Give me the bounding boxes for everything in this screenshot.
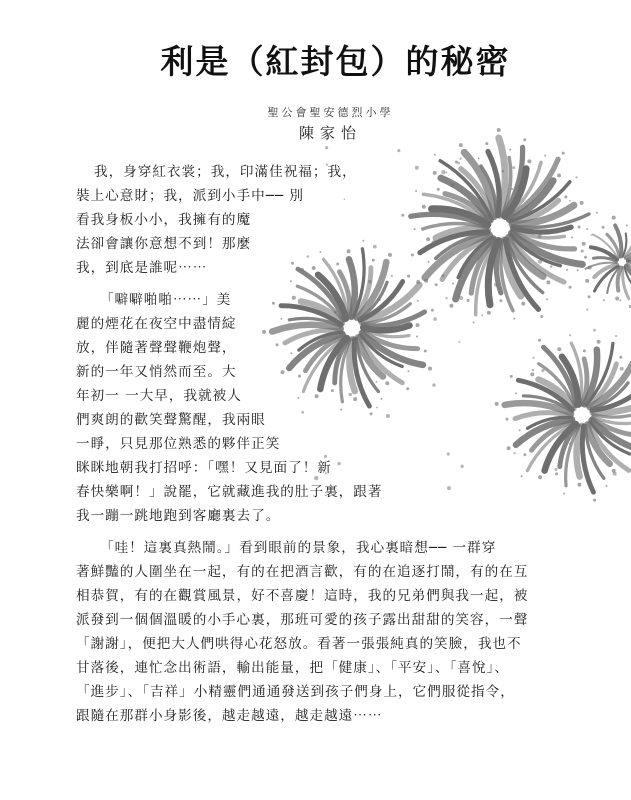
sparkle-dot bbox=[501, 170, 504, 173]
sparkle-dot bbox=[477, 258, 479, 260]
sparkle-dot bbox=[478, 157, 480, 159]
paragraph-2-line: 眯眯地朝我打招呼：「嘿！又見面了！新 bbox=[76, 460, 332, 476]
paragraph-1-line: 看我身板小小，我擁有的魔 bbox=[76, 212, 252, 228]
sparkle-dot bbox=[437, 188, 440, 191]
firework-burst-edge bbox=[577, 216, 631, 308]
sparkle-dot bbox=[588, 295, 591, 298]
sparkle-dot bbox=[336, 263, 339, 266]
sparkle-dot bbox=[417, 300, 419, 302]
sparkle-dot bbox=[507, 446, 511, 450]
paragraph-3-line: 「謝謝」，便把大人們哄得心花怒放。看著一張張純真的笑臉，我也不 bbox=[76, 636, 522, 652]
sparkle-dot bbox=[460, 465, 463, 468]
sparkle-dot bbox=[385, 381, 389, 385]
sparkle-dot bbox=[432, 383, 435, 386]
sparkle-dot bbox=[538, 339, 541, 342]
sparkle-dot bbox=[613, 472, 617, 476]
sparkle-dot bbox=[584, 256, 587, 259]
sparkle-dot bbox=[337, 462, 340, 465]
sparkle-dot bbox=[521, 475, 523, 477]
sparkle-dot bbox=[424, 279, 428, 283]
sparkle-dot bbox=[566, 269, 568, 271]
sparkle-dot bbox=[495, 402, 499, 406]
sparkle-dot bbox=[506, 418, 509, 421]
sparkle-dot bbox=[521, 302, 525, 306]
sparkle-dot bbox=[581, 250, 584, 253]
sparkle-dot bbox=[290, 280, 292, 282]
sparkle-dot bbox=[325, 146, 328, 149]
sparkle-dot bbox=[447, 486, 451, 490]
paragraph-2-line: 新的一年又悄然而至。大 bbox=[76, 364, 237, 380]
sparkle-dot bbox=[376, 407, 378, 409]
sparkle-dot bbox=[580, 201, 584, 205]
sparkle-dot bbox=[620, 367, 624, 371]
sparkle-dot bbox=[541, 369, 544, 372]
sparkle-dot bbox=[353, 397, 357, 401]
sparkle-dot bbox=[586, 308, 588, 310]
paragraph-3-line: 「進步」、「吉祥」小精靈們通通發送到孩子們身上，它們服從指令， bbox=[76, 684, 515, 700]
sparkle-dot bbox=[381, 398, 383, 400]
sparkle-dot bbox=[571, 236, 573, 238]
sparkle-dot bbox=[563, 493, 565, 495]
sparkle-dot bbox=[370, 412, 373, 415]
sparkle-dot bbox=[459, 143, 463, 147]
sparkle-dot bbox=[569, 443, 571, 445]
paragraph-3-line: 「哇！這裏真熱鬧。」看到眼前的景象，我心裏暗想── 一群穿 bbox=[100, 540, 497, 556]
paragraph-2-line: 們爽朗的歡笑聲驚醒，我兩眼 bbox=[76, 412, 266, 428]
sparkle-dot bbox=[546, 298, 548, 300]
sparkle-dot bbox=[562, 152, 565, 155]
sparkle-dot bbox=[362, 240, 364, 242]
paragraph-3-line: 甘落後，連忙念出術語，輸出能量，把「健康」、「平安」、「喜悅」、 bbox=[76, 660, 509, 676]
sparkle-dot bbox=[546, 280, 550, 284]
sparkle-dot bbox=[626, 225, 628, 227]
paragraph-1-line: 我，到底是誰呢⋯⋯ bbox=[76, 260, 208, 276]
sparkle-dot bbox=[434, 154, 436, 156]
sparkle-dot bbox=[527, 159, 531, 163]
paragraph-2-line: 我一蹦一跳地跑到客廳裏去了。 bbox=[76, 508, 281, 524]
firework-burst-middle bbox=[262, 240, 434, 416]
sparkle-dot bbox=[433, 171, 437, 175]
firework-burst-bottom bbox=[495, 334, 631, 501]
sparkle-dot bbox=[487, 311, 491, 315]
sparkle-dot bbox=[334, 311, 337, 314]
sparkle-dot bbox=[416, 336, 418, 338]
sparkle-dot bbox=[519, 429, 521, 431]
sparkle-dot bbox=[447, 452, 450, 455]
author-name: 陳家怡 bbox=[298, 124, 362, 142]
sparkle-dot bbox=[467, 299, 470, 302]
sparkle-dot bbox=[602, 226, 605, 229]
sparkle-dot bbox=[375, 381, 377, 383]
sparkle-dot bbox=[406, 387, 409, 390]
paragraph-2-line: 放，伴隨著聲聲鞭炮聲， bbox=[76, 340, 237, 356]
sparkle-dot bbox=[481, 314, 483, 316]
sparkle-dot bbox=[596, 212, 598, 214]
sparkle-dot bbox=[291, 262, 294, 265]
sparkle-dot bbox=[373, 245, 377, 249]
sparkle-dot bbox=[298, 397, 300, 399]
sparkle-dot bbox=[298, 375, 301, 378]
sparkle-dot bbox=[428, 367, 432, 371]
sparkle-dot bbox=[544, 155, 546, 157]
sparkle-dot bbox=[557, 347, 561, 351]
sparkle-dot bbox=[446, 172, 448, 174]
sparkle-dot bbox=[411, 254, 414, 257]
paragraph-2-line: 一睜，只見那位熟悉的夥伴正笑 bbox=[76, 436, 281, 452]
sparkle-dot bbox=[386, 414, 390, 418]
sparkle-dot bbox=[585, 279, 589, 283]
sparkle-dot bbox=[315, 394, 319, 398]
sparkle-dot bbox=[416, 323, 420, 327]
sparkle-dot bbox=[513, 318, 515, 320]
sparkle-dot bbox=[577, 269, 579, 271]
sparkle-dot bbox=[615, 297, 619, 301]
sparkle-dot bbox=[378, 298, 381, 301]
sparkle-dot bbox=[319, 251, 321, 253]
sparkle-dot bbox=[606, 485, 608, 487]
firework-ray bbox=[499, 138, 505, 215]
sparkle-dot bbox=[576, 176, 578, 178]
sparkle-dot bbox=[509, 149, 511, 151]
sparkle-dot bbox=[397, 149, 400, 152]
sparkle-dot bbox=[510, 375, 513, 378]
sparkle-dot bbox=[458, 341, 460, 343]
sparkle-dot bbox=[337, 298, 341, 302]
paragraph-1-line: 法卻會讓你意想不到！那麼 bbox=[76, 236, 252, 252]
sparkle-dot bbox=[301, 268, 304, 271]
sparkle-dot bbox=[441, 274, 444, 277]
sparkle-dot bbox=[569, 200, 571, 202]
sparkle-dot bbox=[449, 304, 453, 308]
sparkle-dot bbox=[530, 372, 534, 376]
school-name: 聖公會聖安德烈小學 bbox=[267, 106, 394, 119]
sparkle-dot bbox=[459, 158, 461, 160]
firework-burst-top bbox=[401, 128, 598, 323]
sparkle-dot bbox=[514, 452, 516, 454]
sparkle-dot bbox=[312, 266, 316, 270]
paragraph-3-line: 著鮮豔的人圍坐在一起，有的在把酒言歡，有的在追逐打鬧，有的在互 bbox=[76, 564, 529, 580]
sparkle-dot bbox=[538, 475, 542, 479]
sparkle-dot bbox=[538, 234, 542, 238]
sparkle-dot bbox=[331, 389, 334, 392]
sparkle-dot bbox=[347, 249, 351, 253]
sparkle-dot bbox=[391, 275, 393, 277]
sparkle-dot bbox=[609, 256, 612, 259]
paragraph-2-line: 「噼噼啪啪⋯⋯」美 bbox=[100, 292, 232, 308]
sparkle-dot bbox=[407, 275, 410, 278]
sparkle-dot bbox=[428, 261, 430, 263]
sparkle-dot bbox=[511, 188, 513, 190]
sparkle-dot bbox=[445, 297, 447, 299]
sparkle-dot bbox=[499, 299, 502, 302]
sparkle-dot bbox=[583, 349, 586, 352]
paragraph-3-line: 相恭賀，有的在觀賞風景，好不喜慶！這時，我的兄弟們與我一起，被 bbox=[76, 588, 529, 604]
paragraph-1-line: 裝上心意財；我，派到小手中── 別 bbox=[76, 188, 305, 204]
sparkle-dot bbox=[426, 237, 430, 241]
sparkle-dot bbox=[431, 309, 434, 312]
sparkle-dot bbox=[569, 334, 571, 336]
sparkle-dot bbox=[422, 205, 426, 209]
sparkle-dot bbox=[538, 260, 542, 264]
sparkle-dot bbox=[344, 199, 346, 201]
sparkle-dot bbox=[451, 183, 455, 187]
sparkle-dot bbox=[540, 315, 543, 318]
sparkle-dot bbox=[517, 240, 519, 242]
sparkle-dot bbox=[272, 302, 275, 305]
sparkle-dot bbox=[612, 216, 616, 220]
sparkle-dot bbox=[569, 286, 572, 289]
sparkle-dot bbox=[435, 283, 438, 286]
paragraph-2-line: 麗的煙花在夜空中盡情綻 bbox=[76, 316, 237, 332]
sparkle-dot bbox=[276, 343, 279, 346]
sparkle-dot bbox=[593, 329, 596, 332]
sparkle-dot bbox=[619, 299, 621, 301]
sparkle-dot bbox=[597, 340, 601, 344]
firework-ray bbox=[618, 268, 622, 291]
sparkle-dot bbox=[564, 195, 567, 198]
sparkle-dot bbox=[388, 253, 392, 257]
sparkle-dot bbox=[459, 296, 463, 300]
sparkle-dot bbox=[515, 392, 517, 394]
paragraph-3-line: 派發到一個個溫暖的小手心裏，那班可愛的孩子露出甜甜的笑容，一聲 bbox=[76, 612, 529, 628]
sparkle-dot bbox=[555, 472, 558, 475]
sparkle-dot bbox=[424, 350, 427, 353]
sparkle-dot bbox=[452, 283, 454, 285]
sparkle-dot bbox=[532, 369, 534, 371]
sparkle-dot bbox=[262, 330, 266, 334]
sparkle-dot bbox=[554, 468, 557, 471]
sparkle-dot bbox=[603, 299, 605, 301]
sparkle-dot bbox=[591, 234, 593, 236]
sparkle-dot bbox=[473, 321, 475, 323]
sparkle-dot bbox=[577, 483, 581, 487]
sparkle-dot bbox=[280, 318, 282, 320]
sparkle-dot bbox=[415, 190, 417, 192]
sparkle-dot bbox=[414, 228, 416, 230]
sparkle-dot bbox=[557, 173, 561, 177]
page-title: 利是（紅封包）的秘密 bbox=[160, 42, 511, 81]
sparkle-dot bbox=[292, 296, 296, 300]
paragraph-3-line: 跟隨在那群小身影後，越走越遠，越走越遠⋯⋯ bbox=[76, 708, 383, 724]
sparkle-dot bbox=[301, 411, 304, 414]
sparkle-dot bbox=[494, 283, 498, 287]
sparkle-dot bbox=[586, 228, 588, 230]
sparkle-dot bbox=[578, 226, 581, 229]
sparkle-dot bbox=[593, 499, 596, 502]
sparkle-dot bbox=[408, 370, 410, 372]
sparkle-dot bbox=[307, 255, 310, 258]
sparkle-dot bbox=[441, 170, 445, 174]
sparkle-dot bbox=[523, 453, 526, 456]
sparkle-dot bbox=[550, 265, 553, 268]
sparkle-dot bbox=[433, 317, 437, 321]
sparkle-dot bbox=[512, 166, 515, 169]
sparkle-dot bbox=[582, 242, 586, 246]
sparkle-dot bbox=[401, 214, 404, 217]
sparkle-dot bbox=[281, 370, 285, 374]
sparkle-dot bbox=[372, 259, 375, 262]
paragraph-1-line: 我，身穿紅衣裳；我，印滿佳祝福；我， bbox=[94, 164, 357, 180]
paragraph-2-line: 春快樂啊！」說罷，它就藏進我的肚子裏，跟著 bbox=[76, 484, 383, 500]
sparkle-dot bbox=[360, 289, 363, 292]
sparkle-dot bbox=[340, 409, 342, 411]
sparkle-dot bbox=[290, 352, 292, 354]
sparkle-dot bbox=[533, 357, 535, 359]
sparkle-dot bbox=[432, 241, 436, 245]
paragraph-2-line: 年初一 一大早，我就被人 bbox=[76, 388, 242, 404]
sparkle-dot bbox=[415, 166, 419, 170]
sparkle-dot bbox=[368, 280, 372, 284]
sparkle-dot bbox=[457, 162, 460, 165]
sparkle-dot bbox=[615, 335, 617, 337]
sparkle-dot bbox=[619, 356, 622, 359]
sparkle-dot bbox=[348, 393, 352, 397]
